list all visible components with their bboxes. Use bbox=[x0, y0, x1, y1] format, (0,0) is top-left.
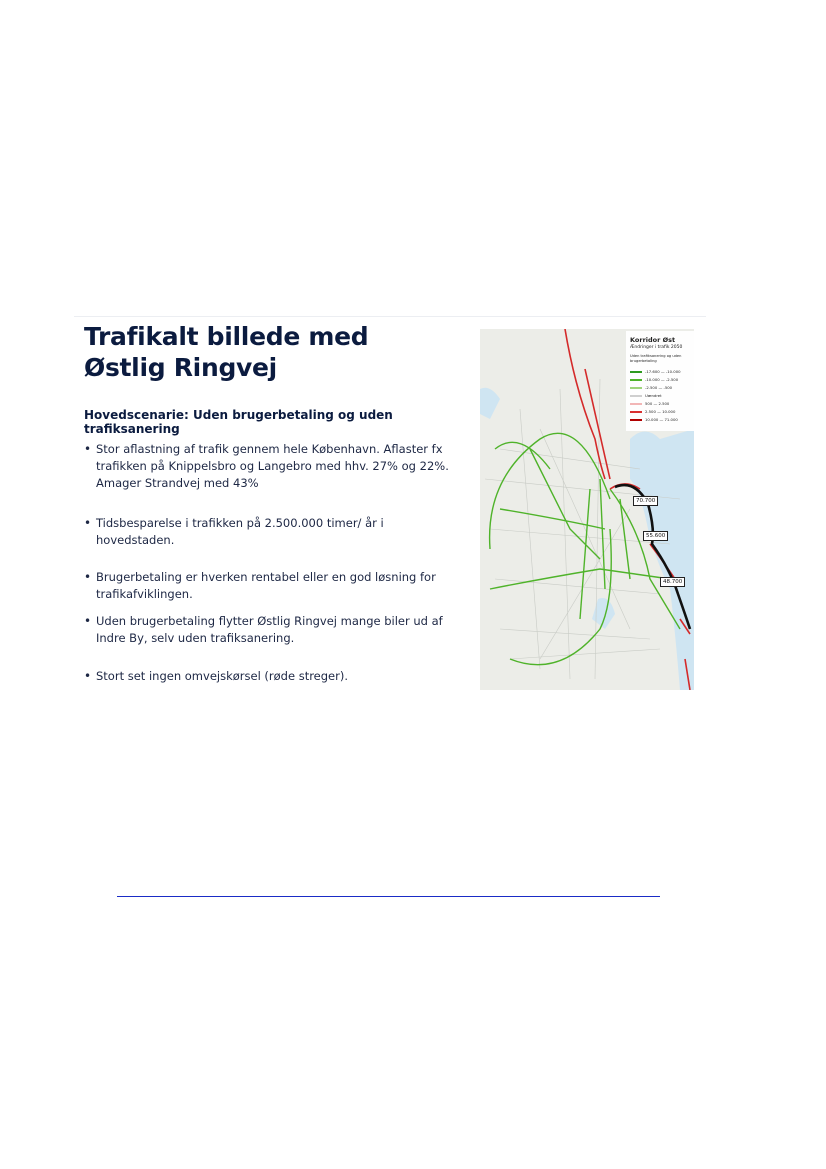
bullet-item bbox=[84, 515, 454, 549]
bullet-text: Stort set ingen omvejskørsel (røde streger). bbox=[96, 669, 348, 683]
bullet-item bbox=[84, 613, 454, 647]
legend-label: 500 — 2.500 bbox=[645, 401, 670, 406]
legend-item bbox=[630, 417, 694, 424]
legend-swatch bbox=[630, 411, 642, 413]
legend-item bbox=[630, 409, 694, 416]
traffic-callout: 48.700 bbox=[660, 577, 685, 587]
traffic-callout: 55.600 bbox=[643, 531, 668, 541]
slide-title-line-1: Trafikalt billede med bbox=[84, 322, 369, 351]
legend-label: 10.000 — 71.000 bbox=[645, 417, 678, 422]
legend-note: Uden trafiksanering og uden brugerbetaling bbox=[630, 354, 682, 363]
legend-swatch bbox=[630, 387, 642, 389]
legend-swatch bbox=[630, 419, 642, 421]
legend-item bbox=[630, 393, 694, 400]
legend-swatch bbox=[630, 371, 642, 373]
bullet-dot: • bbox=[84, 614, 92, 628]
slide bbox=[74, 316, 706, 697]
bullet-item bbox=[84, 668, 454, 685]
hyperlink-underline[interactable] bbox=[117, 896, 660, 897]
bullet-dot: • bbox=[84, 442, 92, 456]
traffic-map bbox=[480, 329, 694, 690]
bullet-text: Tidsbesparelse i trafikken på 2.500.000 timer/ år i hovedstaden. bbox=[96, 516, 384, 547]
slide-title bbox=[84, 321, 464, 383]
bullet-dot: • bbox=[84, 570, 92, 584]
legend-subtitle: Ændringer i trafik 2050 bbox=[630, 345, 683, 350]
legend-swatch bbox=[630, 395, 642, 397]
bullet-dot: • bbox=[84, 516, 92, 530]
legend-title: Korridor Øst bbox=[630, 336, 676, 344]
bullet-item bbox=[84, 569, 454, 603]
legend-label: -17.600 — -10.000 bbox=[645, 369, 681, 374]
legend-label: -10.000 — -2.500 bbox=[645, 377, 679, 382]
slide-subtitle: Hovedscenarie: Uden brugerbetaling og uden trafiksanering bbox=[84, 408, 393, 436]
legend-item bbox=[630, 377, 694, 384]
bullet-text: Brugerbetaling er hverken rentabel eller en god løsning for trafikafviklingen. bbox=[96, 570, 436, 601]
legend-item bbox=[630, 385, 694, 392]
legend-label: 2.500 — 10.000 bbox=[645, 409, 676, 414]
legend-label: -2.500 — -500 bbox=[645, 385, 673, 390]
legend-swatch bbox=[630, 403, 642, 405]
slide-title-line-2: Østlig Ringvej bbox=[84, 353, 277, 382]
legend-item bbox=[630, 401, 694, 408]
legend-swatch bbox=[630, 379, 642, 381]
bullet-item bbox=[84, 441, 454, 492]
traffic-callout: 70.700 bbox=[633, 496, 658, 506]
bullet-text: Stor aflastning af trafik gennem hele København. Aflaster fx trafikken på Knippelsbro og Langebro med hhv. 27% og 22%. Amager Strandvej med 43% bbox=[96, 442, 449, 490]
legend-item bbox=[630, 369, 694, 376]
bullet-dot: • bbox=[84, 669, 92, 683]
legend-label: Uændret bbox=[645, 393, 662, 398]
map-legend bbox=[626, 331, 694, 431]
bullet-text: Uden brugerbetaling flytter Østlig Ringvej mange biler ud af Indre By, selv uden trafiksanering. bbox=[96, 614, 443, 645]
